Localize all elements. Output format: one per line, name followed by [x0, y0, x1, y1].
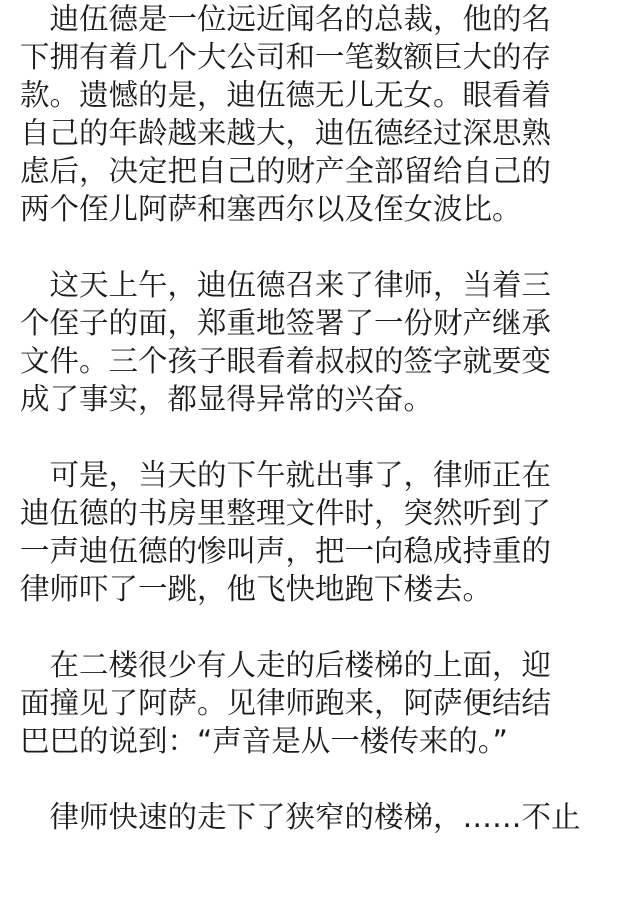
text-line: 律师快速的走下了狭窄的楼梯，……不止	[20, 800, 581, 834]
text-line: 款。遗憾的是，迪伍德无儿无女。眼看着	[20, 78, 552, 112]
paragraph-5	[20, 798, 620, 836]
text-line: 虑后，决定把自己的财产全部留给自己的	[20, 154, 552, 188]
text-line: 律师吓了一跳，他飞快地跑下楼去。	[20, 572, 493, 606]
paragraph-4	[20, 646, 620, 760]
text-line: 面撞见了阿萨。见律师跑来，阿萨便结结	[20, 686, 552, 720]
paragraph-spacer	[20, 760, 620, 798]
text-line: 下拥有着几个大公司和一笔数额巨大的存	[20, 40, 552, 74]
text-line: 自己的年龄越来越大，迪伍德经过深思熟	[20, 116, 552, 150]
paragraph-spacer	[20, 228, 620, 266]
text-line: 迪伍德的书房里整理文件时，突然听到了	[20, 496, 552, 530]
paragraph-3	[20, 456, 620, 608]
article-body	[20, 0, 620, 836]
text-line: 可是，当天的下午就出事了，律师正在	[20, 458, 552, 492]
paragraph-spacer	[20, 608, 620, 646]
text-line: 在二楼很少有人走的后楼梯的上面，迎	[20, 648, 552, 682]
text-line: 这天上午，迪伍德召来了律师，当着三	[20, 268, 552, 302]
text-line: 迪伍德是一位远近闻名的总裁，他的名	[20, 2, 552, 36]
paragraph-2	[20, 266, 620, 418]
paragraph-1	[20, 0, 620, 228]
text-line: 巴巴的说到：“声音是从一楼传来的。”	[20, 724, 508, 758]
text-line: 两个侄儿阿萨和塞西尔以及侄女波比。	[20, 192, 522, 226]
text-line: 一声迪伍德的惨叫声，把一向稳成持重的	[20, 534, 552, 568]
paragraph-spacer	[20, 418, 620, 456]
text-line: 个侄子的面，郑重地签署了一份财产继承	[20, 306, 552, 340]
text-line: 成了事实，都显得异常的兴奋。	[20, 382, 434, 416]
text-line: 文件。三个孩子眼看着叔叔的签字就要变	[20, 344, 552, 378]
